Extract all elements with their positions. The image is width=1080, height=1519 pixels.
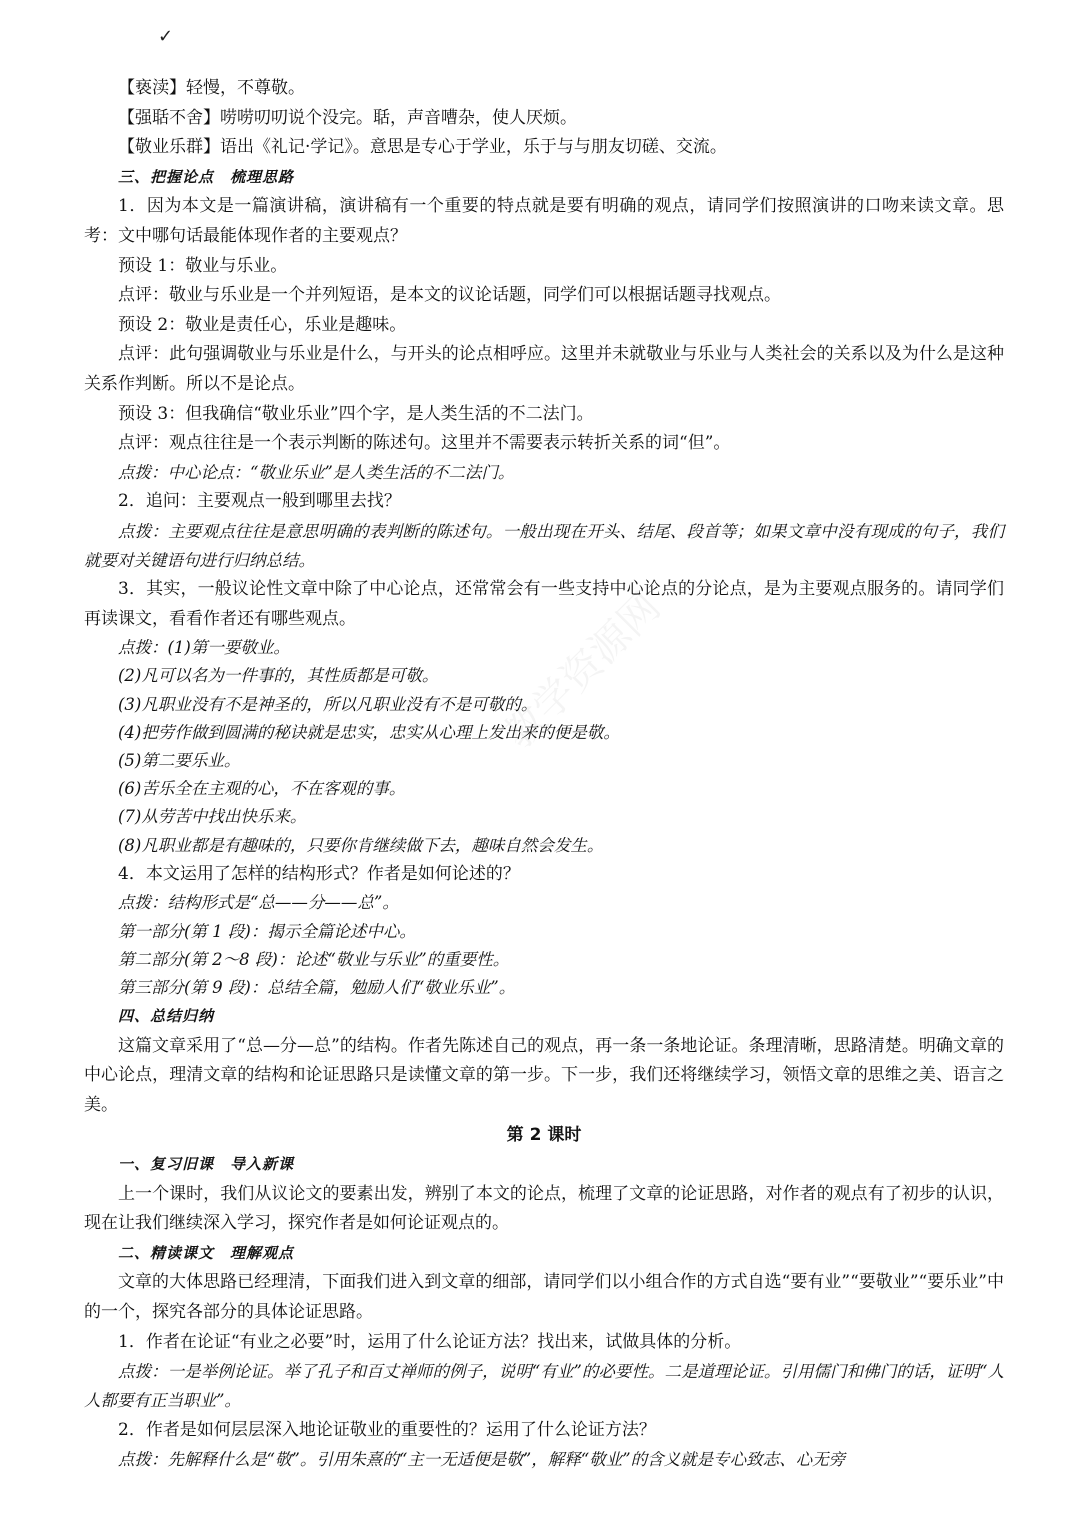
structure-part: 第三部分(第 9 段)：总结全篇，勉励人们“敬业乐业”。 (118, 977, 516, 997)
sub-point: (5)第二要乐业。 (118, 750, 241, 770)
sub-point: (6)苦乐全在主观的心，不在客观的事。 (118, 779, 406, 799)
comment: 点评：观点往往是一个表示判断的陈述句。这里并不需要表示转折关系的词“但”。 (118, 433, 731, 454)
sub-point: (8)凡职业都是有趣味的，只要你肯继续做下去，趣味自然会发生。 (118, 835, 604, 855)
summary-paragraph: 这篇文章采用了“总—分—总”的结构。作者先陈述自己的观点，再一条一条地论证。条理清晰，思路清楚。明确文章的中心论点，理清文章的结构和论证思路只是读懂文章的第一步。下一步，我们还将继续学习，领悟文章的思维之美、语言之美。 (84, 1035, 1004, 1115)
question: 1．因为本文是一篇演讲稿，演讲稿有一个重要的特点就是要有明确的观点，请同学们按照演讲的口吻来读文章。思考：文中哪句话最能体现作者的主要观点？ (84, 196, 1004, 246)
section-heading: 一、复习旧课 导入新课 (118, 1155, 295, 1174)
document-body (84, 74, 1004, 1474)
sub-point: (2)凡可以名为一件事的，其性质都是可敬。 (118, 666, 439, 686)
hint: 点拨：结构形式是“总——分——总”。 (118, 893, 399, 913)
hint: 点拨：(1)第一要敬业。 (118, 638, 290, 658)
hint: 点拨：中心论点：“敬业乐业”是人类生活的不二法门。 (118, 462, 515, 482)
question: 4．本文运用了怎样的结构形式？作者是如何论述的？ (118, 863, 520, 884)
sub-point: (3)凡职业没有不是神圣的，所以凡职业没有不是可敬的。 (118, 694, 538, 714)
lesson-title: 第 2 课时 (506, 1124, 582, 1145)
vocab-entry: 【亵渎】轻慢，不尊敬。 (118, 78, 305, 98)
vocab-entry: 【强聒不舍】唠唠叨叨说个没完。聒，声音嘈杂，使人厌烦。 (118, 107, 577, 128)
hint: 点拨：主要观点往往是意思明确的表判断的陈述句。一般出现在开头、结尾、段首等；如果文章中没有现成的句子，我们就要对关键语句进行归纳总结。 (84, 521, 1004, 570)
section-heading: 二、精读课文 理解观点 (118, 1243, 295, 1262)
question: 2．作者是如何层层深入地论证敬业的重要性的？运用了什么论证方法？ (118, 1419, 656, 1440)
comment: 点评：敬业与乐业是一个并列短语，是本文的议论话题，同学们可以根据话题寻找观点。 (118, 285, 781, 306)
question: 3．其实，一般议论性文章中除了中心论点，还常常会有一些支持中心论点的分论点，是为主要观点服务的。请同学们再读课文，看看作者还有哪些观点。 (84, 578, 1004, 629)
section-heading: 三、把握论点 梳理思路 (118, 167, 295, 186)
paragraph: 文章的大体思路已经理清，下面我们进入到文章的细部，请同学们以小组合作的方式自选“要有业”“要敬业”“要乐业”中的一个，探究各部分的具体论证思路。 (84, 1272, 1004, 1323)
question: 2．追问：主要观点一般到哪里去找？ (118, 490, 401, 511)
section-heading: 四、总结归纳 (118, 1007, 215, 1026)
structure-part: 第一部分(第 1 段)：揭示全篇论述中心。 (118, 921, 416, 941)
paragraph: 上一个课时，我们从议论文的要素出发，辨别了本文的论点，梳理了文章的论证思路，对作者的观点有了初步的认识，现在让我们继续深入学习，探究作者是如何论证观点的。 (84, 1183, 1004, 1234)
question: 1．作者在论证“有业之必要”时，运用了什么论证方法？找出来，试做具体的分析。 (118, 1331, 742, 1352)
answer-preset: 预设 3：但我确信“敬业乐业”四个字，是人类生活的不二法门。 (118, 403, 594, 424)
sub-point: (4)把劳作做到圆满的秘诀就是忠实，忠实从心理上发出来的便是敬。 (118, 722, 620, 742)
vocab-entry: 【敬业乐群】语出《礼记·学记》。意思是专心于学业，乐于与与朋友切磋、交流。 (118, 137, 727, 158)
comment: 点评：此句强调敬业与乐业是什么，与开头的论点相呼应。这里并未就敬业与乐业与人类社会的关系以及为什么是这种关系作判断。所以不是论点。 (84, 344, 1004, 394)
check-mark-icon: ✓ (158, 26, 174, 47)
answer-preset: 预设 1：敬业与乐业。 (118, 255, 288, 276)
answer-preset: 预设 2：敬业是责任心，乐业是趣味。 (118, 314, 407, 335)
hint: 点拨：一是举例论证。举了孔子和百丈禅师的例子，说明“有业”的必要性。二是道理论证。引用儒门和佛门的话，证明“人人都要有正当职业”。 (84, 1362, 1004, 1411)
structure-part: 第二部分(第 2～8 段)：论述“敬业与乐业”的重要性。 (118, 949, 510, 969)
sub-point: (7)从劳苦中找出快乐来。 (118, 807, 307, 827)
hint: 点拨：先解释什么是“敬”。引用朱熹的“主一无适便是敬”，解释“敬业”的含义就是专心致志、心无旁 (118, 1450, 846, 1470)
